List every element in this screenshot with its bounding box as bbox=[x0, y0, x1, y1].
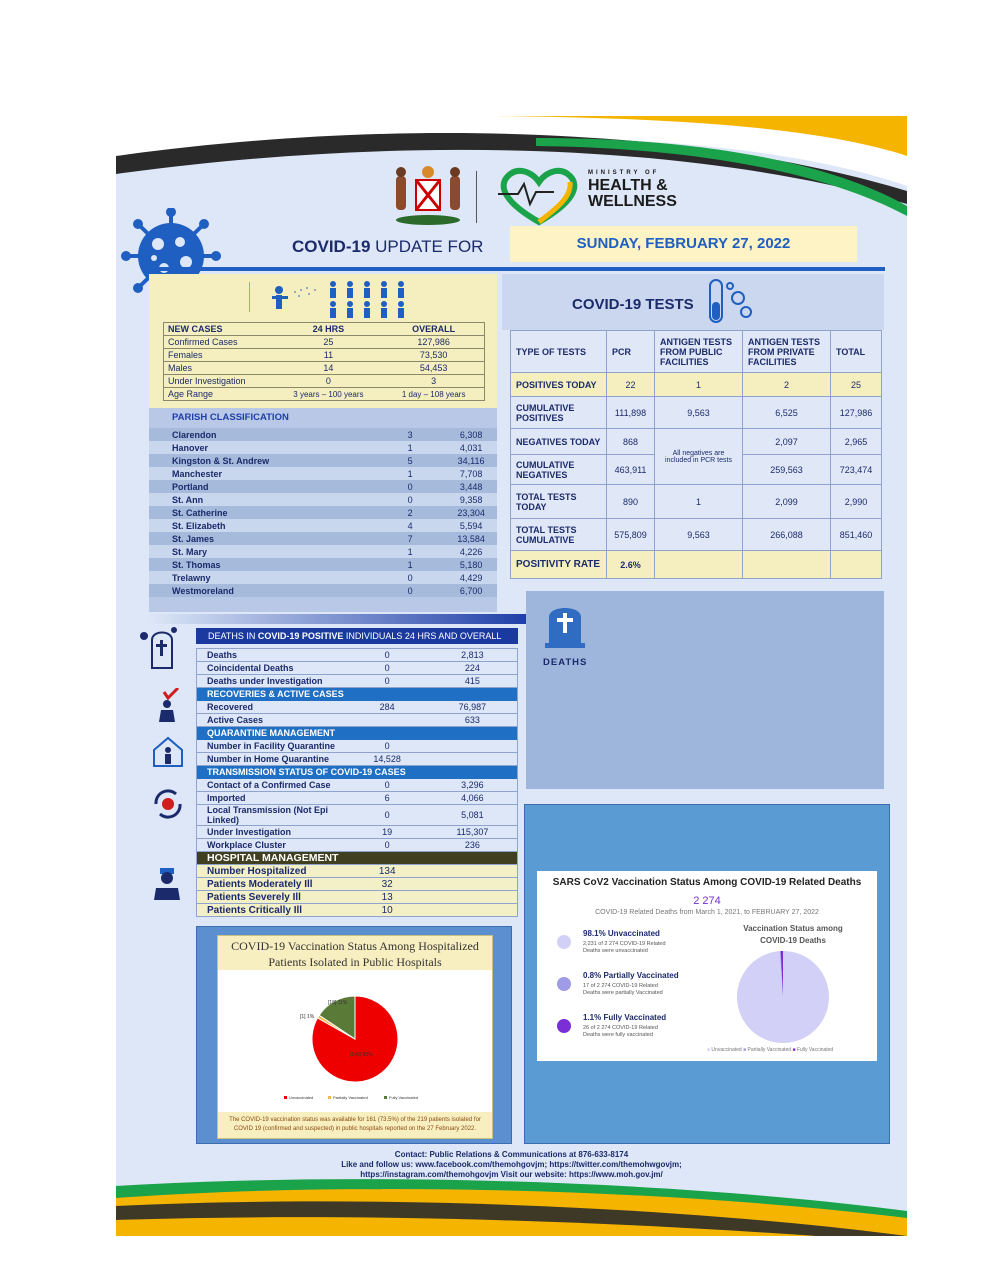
parish-24h: 4 bbox=[375, 519, 445, 532]
tombstone-icon bbox=[543, 599, 587, 649]
hospital-row-value: 10 bbox=[347, 904, 428, 917]
parish-panel bbox=[149, 408, 497, 612]
tests-cell: 1 bbox=[655, 485, 743, 519]
transmission-title-pre: TRANSMISSION STATUS OF bbox=[207, 767, 331, 778]
legend-swatch: ■ bbox=[743, 1047, 747, 1053]
item-head: 1.1% Fully Vaccinated bbox=[583, 1013, 667, 1022]
item-line2: Deaths were fully vaccinated bbox=[583, 1032, 654, 1038]
nc-row-overall: 54,453 bbox=[419, 363, 448, 373]
deaths-pie-legend bbox=[707, 1047, 877, 1053]
parish-24h: 3 bbox=[375, 428, 445, 441]
nc-row-24h: 25 bbox=[323, 337, 334, 347]
nc-row-24h: 3 years – 100 years bbox=[293, 389, 364, 399]
parish-24h: 1 bbox=[375, 441, 445, 454]
parish-name: St. Elizabeth bbox=[149, 519, 375, 532]
tests-cell: 111,898 bbox=[607, 397, 655, 429]
parish-name: Portland bbox=[149, 480, 375, 493]
tests-cell: 2,965 bbox=[831, 429, 882, 455]
hospital-row-label: Number Hospitalized bbox=[197, 865, 347, 878]
parish-name: Kingston & St. Andrew bbox=[149, 454, 375, 467]
parish-overall: 23,304 bbox=[445, 506, 497, 519]
hospital-title: HOSPITAL MANAGEMENT bbox=[197, 852, 518, 865]
parish-overall: 5,594 bbox=[445, 519, 497, 532]
parish-24h: 1 bbox=[375, 558, 445, 571]
legend-fully: Fully Vaccinated bbox=[796, 1047, 834, 1053]
update-title-bold: COVID-19 bbox=[292, 237, 371, 256]
legend-swatch-fully bbox=[384, 1096, 387, 1099]
parish-overall: 34,116 bbox=[445, 454, 497, 467]
parish-row bbox=[149, 493, 497, 506]
transmission-row-overall: 236 bbox=[428, 839, 518, 852]
parish-24h: 0 bbox=[375, 480, 445, 493]
panel-divider bbox=[249, 282, 250, 312]
deaths-row-24h: 0 bbox=[347, 675, 428, 688]
recoveries-row-label: Active Cases bbox=[197, 714, 347, 727]
tests-cell: 25 bbox=[831, 373, 882, 397]
quarantine-row-value: 14,528 bbox=[347, 753, 428, 766]
legend-fully: Fully Vaccinated bbox=[389, 1095, 419, 1100]
update-title-rest: UPDATE FOR bbox=[370, 237, 484, 256]
title-underline bbox=[149, 267, 885, 271]
deaths-chart-panel bbox=[524, 804, 890, 1144]
transmission-row-overall: 4,066 bbox=[428, 792, 518, 805]
new-cases-panel bbox=[149, 274, 497, 408]
hospital-row-label: Patients Critically Ill bbox=[197, 904, 347, 917]
positivity-value: 2.6% bbox=[607, 551, 655, 579]
deaths-row-label: Deaths under Investigation bbox=[197, 675, 347, 688]
recoveries-row-overall: 633 bbox=[428, 714, 518, 727]
deaths-chart-items bbox=[557, 929, 707, 1055]
deaths-table bbox=[196, 648, 518, 917]
footer-line2: Like and follow us: www.facebook.com/themohgovjm; https://twitter.com/themohwgovjm; bbox=[341, 1160, 682, 1169]
item-line1: 2,231 of 2 274 COVID-19 Related bbox=[583, 941, 666, 947]
transmission-row-24h: 0 bbox=[347, 779, 428, 792]
ministry-small-text: MINISTRY OF bbox=[588, 170, 660, 176]
tests-cell: 2 bbox=[743, 373, 831, 397]
parish-name: Trelawny bbox=[149, 571, 375, 584]
deaths-row-overall: 415 bbox=[428, 675, 518, 688]
tests-col-type: TYPE OF TESTS bbox=[511, 331, 607, 373]
hosp-chart-card bbox=[217, 935, 493, 1139]
recoveries-row-24h bbox=[347, 714, 428, 727]
transmission-title bbox=[197, 766, 518, 779]
hosp-label-unvaccinated: [142] 88% bbox=[350, 1052, 373, 1058]
positivity-label: POSITIVITY RATE bbox=[511, 551, 607, 579]
tests-cell: 463,911 bbox=[607, 455, 655, 485]
tests-cell: 890 bbox=[607, 485, 655, 519]
quarantine-row-label: Number in Home Quarantine bbox=[197, 753, 347, 766]
transmission-row-overall: 3,296 bbox=[428, 779, 518, 792]
deaths-pie-title-line1: Vaccination Status among bbox=[743, 924, 843, 933]
home-quarantine-icon bbox=[152, 736, 184, 768]
legend-swatch: ■ bbox=[707, 1047, 711, 1053]
new-cases-24h-header: 24 HRS bbox=[312, 324, 345, 334]
legend-partial: Partially Vaccinated bbox=[747, 1047, 792, 1053]
parish-overall: 13,584 bbox=[445, 532, 497, 545]
deaths-title-pre: DEATHS IN bbox=[208, 631, 258, 641]
new-cases-table bbox=[163, 322, 485, 401]
hosp-chart-title bbox=[218, 936, 492, 970]
section-bar bbox=[149, 614, 527, 624]
parish-name: St. Mary bbox=[149, 545, 375, 558]
nc-row-24h: 0 bbox=[325, 376, 331, 386]
transmission-title-bold: COVID-19 CASES bbox=[330, 767, 406, 778]
parish-overall: 4,226 bbox=[445, 545, 497, 558]
doctor-icon bbox=[150, 866, 184, 900]
parish-24h: 0 bbox=[375, 584, 445, 597]
tests-cell: 127,986 bbox=[831, 397, 882, 429]
deaths-item-partial bbox=[557, 971, 707, 1013]
item-line1: 26 of 2 274 COVID-19 Related bbox=[583, 1025, 658, 1031]
parish-overall: 6,700 bbox=[445, 584, 497, 597]
deaths-item-fully bbox=[557, 1013, 707, 1055]
deaths-chart-title: SARS CoV2 Vaccination Status Among COVID-19 Related Deaths bbox=[552, 877, 862, 888]
tests-row-label: TOTAL TESTS TODAY bbox=[511, 485, 607, 519]
hospital-row-value: 134 bbox=[347, 865, 428, 878]
parish-row bbox=[149, 532, 497, 545]
tests-cell: 2,099 bbox=[743, 485, 831, 519]
transmission-row-label: Workplace Cluster bbox=[197, 839, 347, 852]
deaths-row-overall: 2,813 bbox=[428, 649, 518, 662]
nc-row-label: Males bbox=[168, 363, 193, 373]
deaths-title-post: INDIVIDUALS 24 HRS AND OVERALL bbox=[343, 631, 502, 641]
tests-title: COVID-19 TESTS bbox=[572, 296, 694, 313]
hosp-chart-title-line2: Patients Isolated in Public Hospitals bbox=[268, 955, 442, 969]
new-cases-overall-header: OVERALL bbox=[412, 324, 456, 334]
transmission-row-24h: 6 bbox=[347, 792, 428, 805]
transmission-row-label: Contact of a Confirmed Case bbox=[197, 779, 347, 792]
tests-row-label: CUMULATIVE NEGATIVES bbox=[511, 455, 607, 485]
recovery-person-icon bbox=[156, 688, 182, 724]
hosp-label-fully: [18] 11% bbox=[328, 1000, 348, 1006]
transmission-row-overall: 115,307 bbox=[428, 826, 518, 839]
tests-cell: 2,097 bbox=[743, 429, 831, 455]
deaths-pie-title-line2: COVID-19 Deaths bbox=[760, 936, 826, 945]
recoveries-row-label: Recovered bbox=[197, 701, 347, 714]
hosp-chart-panel bbox=[196, 926, 512, 1144]
quarantine-row-label: Number in Facility Quarantine bbox=[197, 740, 347, 753]
recoveries-row-24h: 284 bbox=[347, 701, 428, 714]
bulletin-page bbox=[116, 116, 907, 1236]
legend-unvaccinated: Unvaccinated bbox=[289, 1095, 314, 1100]
deaths-chart-subtitle: COVID-19 Related Deaths from March 1, 2021, to FEBRUARY 27, 2022 bbox=[595, 909, 819, 916]
bottom-swoosh-decoration bbox=[116, 1176, 907, 1236]
legend-swatch-partial bbox=[328, 1096, 331, 1099]
parish-row bbox=[149, 506, 497, 519]
hospital-row-label: Patients Severely Ill bbox=[197, 891, 347, 904]
recoveries-title: RECOVERIES & ACTIVE CASES bbox=[197, 688, 518, 701]
hospital-row-value: 32 bbox=[347, 878, 428, 891]
quarantine-row-value: 0 bbox=[347, 740, 428, 753]
legend-unvaccinated: Unvaccinated bbox=[711, 1047, 742, 1053]
tests-header-panel bbox=[502, 274, 884, 330]
parish-24h: 0 bbox=[375, 571, 445, 584]
tests-cell: 22 bbox=[607, 373, 655, 397]
hospital-row-value: 13 bbox=[347, 891, 428, 904]
nc-row-24h: 14 bbox=[323, 363, 334, 373]
parish-row bbox=[149, 454, 497, 467]
people-icon bbox=[269, 278, 439, 320]
parish-name: St. James bbox=[149, 532, 375, 545]
nc-row-overall: 3 bbox=[431, 376, 437, 386]
transmission-row-label: Imported bbox=[197, 792, 347, 805]
tests-cell: 1 bbox=[655, 373, 743, 397]
transmission-row-24h: 0 bbox=[347, 839, 428, 852]
parish-row bbox=[149, 545, 497, 558]
ministry-name-line1: HEALTH & bbox=[588, 177, 668, 194]
parish-24h: 1 bbox=[375, 467, 445, 480]
hosp-pie-chart bbox=[218, 972, 492, 1108]
tests-cell: 266,088 bbox=[743, 519, 831, 551]
parish-row bbox=[149, 558, 497, 571]
transmission-row-label: Under Investigation bbox=[197, 826, 347, 839]
tests-row-label: TOTAL TESTS CUMULATIVE bbox=[511, 519, 607, 551]
recoveries-row-overall: 76,987 bbox=[428, 701, 518, 714]
parish-overall: 3,448 bbox=[445, 480, 497, 493]
deaths-row-24h: 0 bbox=[347, 649, 428, 662]
tests-cell: 723,474 bbox=[831, 455, 882, 485]
parish-row bbox=[149, 571, 497, 584]
tests-row-label: NEGATIVES TODAY bbox=[511, 429, 607, 455]
deaths-row-24h: 0 bbox=[347, 662, 428, 675]
deaths-pie-chart bbox=[733, 949, 833, 1045]
legend-swatch: ■ bbox=[792, 1047, 796, 1053]
parish-row bbox=[149, 480, 497, 493]
deaths-pie-title bbox=[723, 923, 863, 947]
nc-row-overall: 127,986 bbox=[417, 337, 450, 347]
hosp-footnote-line2: COVID 19 (confirmed and suspected) in public hospitals reported on the 27 February 2022. bbox=[233, 1126, 477, 1132]
hosp-footnote-line1: The COVID-19 vaccination status was available for 161 (73.5%) of the 219 patients isolated for bbox=[229, 1117, 481, 1123]
parish-name: Manchester bbox=[149, 467, 375, 480]
tests-cell: 9,563 bbox=[655, 397, 743, 429]
tests-row-label: CUMULATIVE POSITIVES bbox=[511, 397, 607, 429]
transmission-row-overall: 5,081 bbox=[428, 805, 518, 826]
hosp-chart-title-line1: COVID-19 Vaccination Status Among Hospitalized bbox=[231, 939, 479, 953]
tests-col-total: TOTAL bbox=[831, 331, 882, 373]
coat-of-arms-logo bbox=[388, 160, 468, 228]
nc-row-24h: 11 bbox=[323, 350, 334, 360]
parish-overall: 7,708 bbox=[445, 467, 497, 480]
deaths-chart-total: 2 274 bbox=[693, 895, 721, 907]
tests-col-public: ANTIGEN TESTS FROM PUBLIC FACILITIES bbox=[655, 331, 743, 373]
parish-name: St. Thomas bbox=[149, 558, 375, 571]
hosp-chart-footnote bbox=[218, 1112, 492, 1138]
footer-line3: https://instagram.com/themohgovjm Visit our website: https://www.moh.gov.jm/ bbox=[360, 1170, 663, 1179]
item-head: 0.8% Partially Vaccinated bbox=[583, 971, 679, 980]
nc-row-label: Females bbox=[168, 350, 203, 360]
update-title bbox=[292, 237, 483, 257]
parish-table bbox=[149, 428, 497, 597]
quarantine-title: QUARANTINE MANAGEMENT bbox=[197, 727, 518, 740]
parish-overall: 4,429 bbox=[445, 571, 497, 584]
deaths-row-label: Deaths bbox=[197, 649, 347, 662]
parish-name: Clarendon bbox=[149, 428, 375, 441]
legend-partial: Partially Vaccinated bbox=[333, 1095, 368, 1100]
tests-col-private: ANTIGEN TESTS FROM PRIVATE FACILITIES bbox=[743, 331, 831, 373]
item-head: 98.1% Unvaccinated bbox=[583, 929, 660, 938]
item-line2: Deaths were partially Vaccinated bbox=[583, 990, 663, 996]
dot-unvaccinated bbox=[557, 935, 571, 949]
dot-fully bbox=[557, 1019, 571, 1033]
tests-cell: 575,809 bbox=[607, 519, 655, 551]
parish-name: St. Catherine bbox=[149, 506, 375, 519]
transmission-row-label: Local Transmission (Not Epi Linked) bbox=[197, 805, 347, 826]
parish-24h: 0 bbox=[375, 493, 445, 506]
transmission-row-24h: 19 bbox=[347, 826, 428, 839]
tests-row-label: POSITIVES TODAY bbox=[511, 373, 607, 397]
deaths-row-label: Coincidental Deaths bbox=[197, 662, 347, 675]
footer-line1: Contact: Public Relations & Communications at 876-633-8174 bbox=[394, 1150, 629, 1159]
deaths-row-overall: 224 bbox=[428, 662, 518, 675]
parish-name: Westmoreland bbox=[149, 584, 375, 597]
nc-row-label: Under Investigation bbox=[168, 376, 246, 386]
tests-cell: 851,460 bbox=[831, 519, 882, 551]
nc-row-overall: 1 day – 108 years bbox=[401, 389, 466, 399]
parish-overall: 4,031 bbox=[445, 441, 497, 454]
parish-overall: 6,308 bbox=[445, 428, 497, 441]
deaths-title-bold: COVID-19 POSITIVE bbox=[257, 631, 344, 641]
parish-24h: 5 bbox=[375, 454, 445, 467]
deaths-chart-card bbox=[537, 871, 877, 1061]
dot-partial bbox=[557, 977, 571, 991]
parish-row bbox=[149, 467, 497, 480]
tests-table bbox=[510, 330, 882, 579]
new-cases-header: NEW CASES bbox=[168, 324, 223, 334]
tests-cell: 6,525 bbox=[743, 397, 831, 429]
item-line2: Deaths were unvaccinated bbox=[583, 948, 648, 954]
parish-overall: 9,358 bbox=[445, 493, 497, 506]
transmission-row-24h: 0 bbox=[347, 805, 428, 826]
tests-col-pcr: PCR bbox=[607, 331, 655, 373]
deaths-title-bar bbox=[196, 628, 518, 644]
parish-24h: 7 bbox=[375, 532, 445, 545]
deaths-item-unvaccinated bbox=[557, 929, 707, 971]
parish-24h: 2 bbox=[375, 506, 445, 519]
tests-cell: 9,563 bbox=[655, 519, 743, 551]
negatives-note: All negatives are included in PCR tests bbox=[655, 429, 743, 485]
deaths-label: DEATHS bbox=[543, 657, 588, 668]
deaths-tombstone-icon bbox=[138, 626, 184, 670]
test-tube-icon bbox=[702, 278, 758, 328]
parish-row bbox=[149, 428, 497, 441]
tests-cell: 259,563 bbox=[743, 455, 831, 485]
ministry-name-line2: WELLNESS bbox=[588, 193, 677, 210]
nc-row-label: Age Range bbox=[168, 389, 214, 399]
heart-logo-icon bbox=[494, 166, 584, 226]
nc-row-overall: 73,530 bbox=[419, 350, 448, 360]
parish-name: Hanover bbox=[149, 441, 375, 454]
parish-row bbox=[149, 519, 497, 532]
parish-24h: 1 bbox=[375, 545, 445, 558]
hospital-row-label: Patients Moderately Ill bbox=[197, 878, 347, 891]
item-line1: 17 of 2 274 COVID-19 Related bbox=[583, 983, 658, 989]
tests-cell: 2,990 bbox=[831, 485, 882, 519]
parish-row bbox=[149, 441, 497, 454]
parish-title: PARISH CLASSIFICATION bbox=[172, 412, 289, 423]
parish-row bbox=[149, 584, 497, 597]
nc-row-label: Confirmed Cases bbox=[168, 337, 238, 347]
tests-cell: 868 bbox=[607, 429, 655, 455]
transmission-cycle-icon bbox=[150, 788, 186, 820]
hosp-label-partial: [1] 1% bbox=[300, 1014, 315, 1020]
logo-divider bbox=[476, 171, 477, 223]
legend-swatch-unvaccinated bbox=[284, 1096, 287, 1099]
deaths-graphic-panel bbox=[526, 591, 884, 789]
parish-overall: 5,180 bbox=[445, 558, 497, 571]
parish-name: St. Ann bbox=[149, 493, 375, 506]
update-date: SUNDAY, FEBRUARY 27, 2022 bbox=[510, 226, 857, 262]
